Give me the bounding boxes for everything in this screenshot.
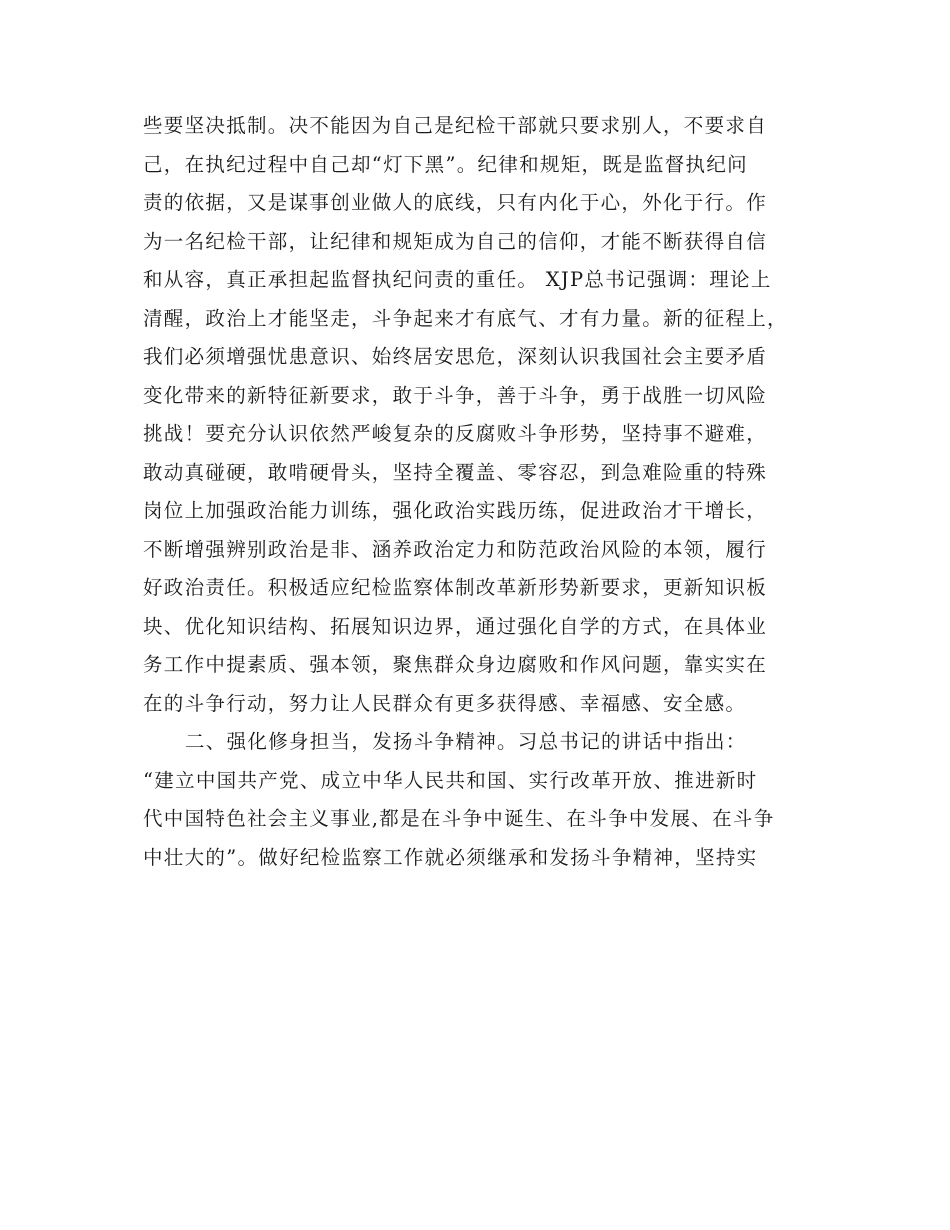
text-line: 块、优化知识结构、拓展知识边界，通过强化自学的方式，在具体业: [143, 614, 768, 638]
text-line: 我们必须增强忧患意识、始终居安思危，深刻认识我国社会主要矛盾: [143, 345, 768, 368]
text-line: 好政治责任。积极适应纪检监察体制改革新形势新要求，更新知识板: [143, 576, 768, 599]
text-line: 己，在执纪过程中自己却“灯下黑”。纪律和规矩，既是监督执纪问: [143, 152, 748, 176]
text-line: “建立中国共产党、成立中华人民共和国、实行改革开放、推进新时: [143, 768, 758, 792]
text-line: 清醒，政治上才能坚走，斗争起来才有底气、才有力量。新的征程上，: [143, 306, 788, 330]
text-line: 变化带来的新特征新要求，敢于斗争，善于斗争，勇于战胜一切风险: [143, 383, 768, 407]
text-line: 敢动真碰硬，敢啃硬骨头，坚持全覆盖、零容忍，到急难险重的特殊: [143, 460, 768, 484]
text-line: 挑战！要充分认识依然严峻复杂的反腐败斗争形势，坚持事不避难，: [143, 422, 768, 445]
text-line: 不断增强辨别政治是非、涵养政治定力和防范政治风险的本领，履行: [143, 537, 768, 561]
text-line: 责的依据，又是谋事创业做人的底线，只有内化于心，外化于行。作: [143, 191, 768, 214]
text-line: 岗位上加强政治能力训练，强化政治实践历练，促进政治才干增长，: [143, 499, 768, 522]
section-heading-line: 二、强化修身担当，发扬斗争精神。习总书记的讲话中指出：: [185, 730, 747, 753]
text-line: 在的斗争行动，努力让人民群众有更多获得感、幸福感、安全感。: [143, 691, 747, 715]
text-line: 为一名纪检干部，让纪律和规矩成为自己的信仰，才能不断获得自信: [143, 229, 768, 253]
text-line: 些要坚决抵制。决不能因为自己是纪检干部就只要求别人，不要求自: [143, 114, 768, 137]
text-line: 中壮大的”。做好纪检监察工作就必须继承和发扬斗争精神，坚持实: [143, 845, 758, 869]
text-line: 和从容，真正承担起监督执纪问责的重任。 XJP总书记强调：理论上: [143, 268, 772, 291]
text-line: 务工作中提素质、强本领，聚焦群众身边腐败和作风问题，靠实实在: [143, 653, 768, 676]
text-line: 代中国特色社会主义事业,都是在斗争中诞生、在斗争中发展、在斗争: [143, 807, 775, 830]
body-text: [143, 107, 823, 877]
